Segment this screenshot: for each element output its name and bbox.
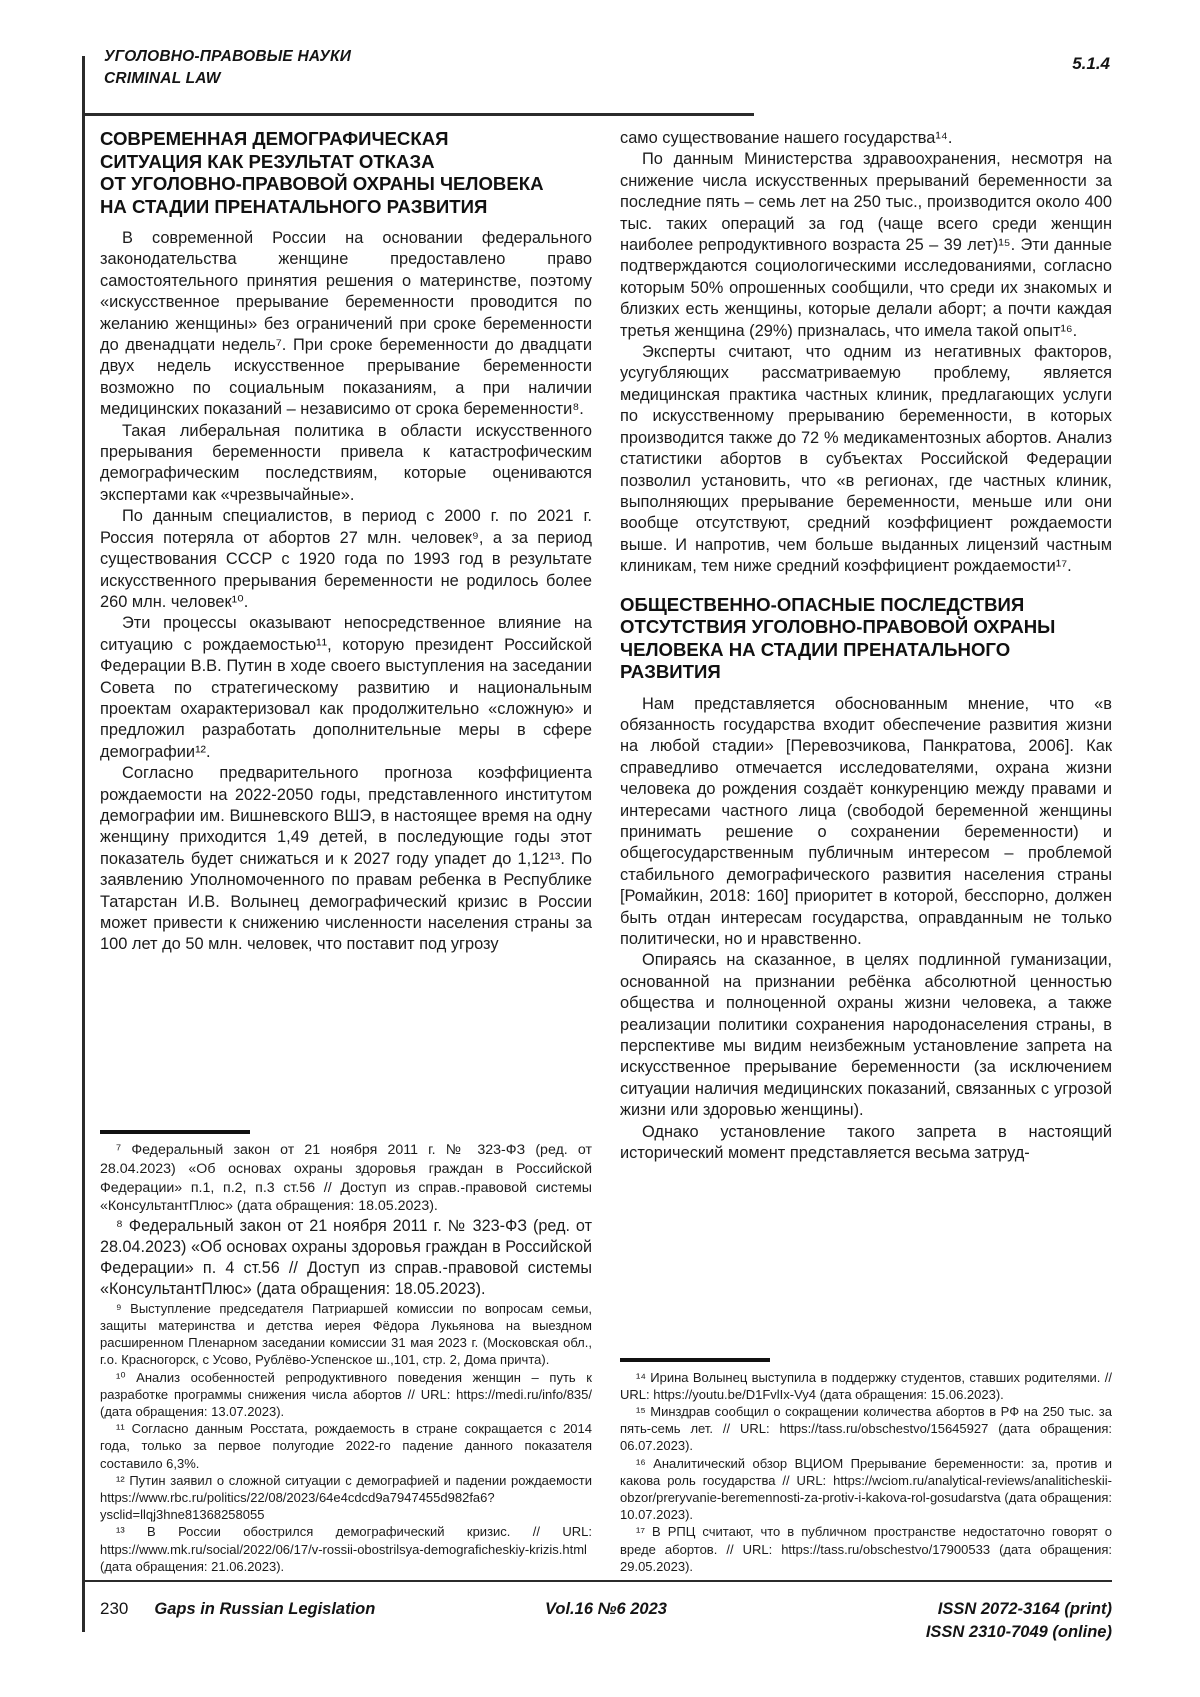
footnote-17: ¹⁷ В РПЦ считают, что в публичном пространстве недостаточно говорят о вреде абортов. // URL: https://tass.ru/obschestvo/17900533 (дата обращения: 29.05.2023). bbox=[620, 1524, 1112, 1574]
footnote-9: ⁹ Выступление председателя Патриаршей комиссии по вопросам семьи, защиты материнства и детства иерея Фёдора Лукьянова на выездном расширенном Пленарном заседании комиссии 31 мая 2023 г. (Московская обл., г.о. Красногорск, с Усово, Рублёво-Успенское ш.,101, стр. 2, Дома причта). bbox=[100, 1300, 592, 1368]
footnote-10: ¹⁰ Анализ особенностей репродуктивного поведения женщин – путь к разработке программы снижения числа абортов // URL: https://medi.ru/info/835/ (дата обращения: 13.07.2023). bbox=[100, 1369, 592, 1419]
footnote-8: ⁸ Федеральный закон от 21 ноября 2011 г. № 323-ФЗ (ред. от 28.04.2023) «Об основах охраны здоровья граждан в Российской Федерации» п. 4 ст.56 // Доступ из справ.-правовой системы «КонсультантПлюс» (дата обращения: 18.05.2023). bbox=[100, 1216, 592, 1298]
footnote-16: ¹⁶ Аналитический обзор ВЦИОМ Прерывание беременности: за, против и какова роль государства // URL: https://wciom.ru/analytical-reviews/analiticheskii-obzor/preryvanie-beremennosti-za-protiv-i-kakova-rol-gosudarstva (дата обращения: 10.07.2023). bbox=[620, 1455, 1112, 1523]
footnote-separator bbox=[100, 1130, 250, 1134]
footnote-14: ¹⁴ Ирина Волынец выступила в поддержку студентов, ставших родителями. // URL: https://youtu.be/D1FvlIx-Vy4 (дата обращения: 15.06.2023). bbox=[620, 1369, 1112, 1402]
two-column-body bbox=[100, 128, 1112, 1575]
article-title: СОВРЕМЕННАЯ ДЕМОГРАФИЧЕСКАЯ СИТУАЦИЯ КАК РЕЗУЛЬТАТ ОТКАЗА ОТ УГОЛОВНО-ПРАВОВОЙ ОХРАНЫ ЧЕЛОВЕКА НА СТАДИИ ПРЕНАТАЛЬНОГО РАЗВИТИЯ bbox=[100, 128, 544, 217]
classification-code: 5.1.4 bbox=[1072, 54, 1110, 73]
right-column bbox=[620, 128, 1112, 1575]
footnote-separator bbox=[620, 1358, 770, 1362]
footnote-7: ⁷ Федеральный закон от 21 ноября 2011 г. № 323-ФЗ (ред. от 28.04.2023) «Об основах охраны здоровья граждан в Российской Федерации» п.1, п.2, п.3 ст.56 // Доступ из справ.-правовой системы «КонсультантПлюс» (дата обращения: 18.05.2023). bbox=[100, 1142, 592, 1215]
footer-right bbox=[775, 1598, 1112, 1644]
paragraph: Такая либеральная политика в области искусственного прерывания беременности привела к катастрофическим демографическим последствиям, которые оцениваются экспертами как «чрезвычайные». bbox=[100, 421, 592, 504]
page-footer bbox=[100, 1598, 1112, 1644]
paragraph: В современной России на основании федерального законодательства женщине предоставлено право самостоятельного принятия решения о материнстве, поэтому «искусственное прерывание беременности проводится по желанию женщины» без ограничений при сроке беременности до двенадцати недель⁷. При сроке беременности до двадцати двух недель искусственное прерывание беременности возможно по социальным показаниям, а при наличии медицинских показаний – независимо от срока беременности⁸. bbox=[100, 229, 592, 419]
left-margin-rule bbox=[82, 56, 85, 1632]
footer-center bbox=[437, 1598, 774, 1621]
left-column bbox=[100, 128, 592, 1575]
footnote-12: ¹² Путин заявил о сложной ситуации с демографией и падении рождаемости https://www.rbc.ru/politics/22/08/2023/64e4cdcd9a7947455d982fa6?ysclid=llqj3hne81368258055 bbox=[100, 1472, 592, 1523]
page-number: 230 bbox=[100, 1599, 129, 1618]
paragraph: Согласно предварительного прогноза коэффициента рождаемости на 2022-2050 годы, представленного институтом демографии им. Вишневского ВШЭ, в настоящее время на одну женщину приходится 1,49 детей, в последующие годы этот показатель будет снижаться и к 2027 году упадет до 1,12¹³. По заявлению Уполномоченного по правам ребенка в Республике Татарстан И.В. Волынец демографический кризис в России может привести к снижению численности населения страны за 100 лет до 50 млн. человек, что поставит под угрозу bbox=[100, 764, 592, 954]
footer-left bbox=[100, 1598, 437, 1621]
header-rule bbox=[82, 113, 754, 116]
footnote-15: ¹⁵ Минздрав сообщил о сокращении количества абортов в РФ на 250 тыс. за пять-семь лет. // URL: https://tass.ru/obschestvo/15645927 (дата обращения: 06.07.2023). bbox=[620, 1403, 1112, 1454]
footer-rule bbox=[82, 1580, 1112, 1582]
paragraph: Эти процессы оказывают непосредственное влияние на ситуацию с рождаемостью¹¹, которую президент Российской Федерации В.В. Путин в ходе своего выступления на заседании Совета по стратегическому развитию и национальным проектам охарактеризовал как продолжительно «сложную» и предложил разработать дополнительные меры в сфере демографии¹². bbox=[100, 614, 592, 761]
footnote-13: ¹³ В России обострился демографический кризис. // URL: https://www.mk.ru/social/2022/06/17/v-rossii-obostrilsya-demograficheskiy-krizis.html (дата обращения: 21.06.2023). bbox=[100, 1524, 592, 1574]
paragraph: Опираясь на сказанное, в целях подлинной гуманизации, основанной на признании ребёнка абсолютной ценностью общества и полноценной охраны жизни человека, а также реализации политики сохранения народонаселения страны, в перспективе мы видим неизбежным установление запрета на искусственное прерывание беременности (за исключением ситуации наличия медицинских показаний, связанных с угрозой жизни или здоровью женщины). bbox=[620, 951, 1112, 1120]
paragraph: По данным Министерства здравоохранения, несмотря на снижение числа искусственных прерываний беременности за последние пять – семь лет на 250 тыс., производится около 400 тыс. таких операций за год (чаще всего среди женщин наиболее репродуктивного возраста 25 – 39 лет)¹⁵. Эти данные подтверждаются социологическими исследованиями, согласно которым 50% опрошенных сообщили, что среди их знакомых и близких есть женщины, которые делали аборт; а почти каждая третья женщина (29%) призналась, что имела такой опыт¹⁶. bbox=[620, 150, 1112, 340]
paragraph: Нам представляется обоснованным мнение, что «в обязанность государства входит обеспечение развития жизни на любой стадии» [Перевозчикова, Панкратова, 2006]. Как справедливо отмечается исследователями, охрана жизни человека до рождения создаёт конкуренцию между правами и интересами частного лица (свободой беременной женщины принимать решение о сохранении беременности) и общегосударственным публичным интересом – проблемой стабильного демографического развития населения страны [Ромайкин, 2018: 160] приоритет в которой, бесспорно, должен быть отдан интересам государства, оправданным не только политически, но и нравственно. bbox=[620, 694, 1112, 948]
issn-print: ISSN 2072-3164 (print) bbox=[937, 1600, 1112, 1618]
footnotes-left bbox=[100, 1124, 592, 1575]
issn-online: ISSN 2310-7049 (online) bbox=[925, 1623, 1112, 1641]
footnotes-right bbox=[620, 1352, 1112, 1575]
paragraph: По данным специалистов, в период с 2000 г. по 2021 г. Россия потеряла от абортов 27 млн. человек⁹, а за период существования СССР с 1920 года по 1993 год в результате искусственного прерывания беременности не родилось более 260 млн. человек¹⁰. bbox=[100, 507, 592, 611]
footnote-11: ¹¹ Согласно данным Росстата, рождаемость в стране сокращается с 2014 года, только за первое полугодие 2022-го падение данного показателя составило 6,3%. bbox=[100, 1421, 592, 1471]
header-rubric: УГОЛОВНО-ПРАВОВЫЕ НАУКИ CRIMINAL LAW bbox=[104, 48, 352, 87]
section-heading: ОБЩЕСТВЕННО-ОПАСНЫЕ ПОСЛЕДСТВИЯ ОТСУТСТВИЯ УГОЛОВНО-ПРАВОВОЙ ОХРАНЫ ЧЕЛОВЕКА НА СТАДИИ ПРЕНАТАЛЬНОГО РАЗВИТИЯ bbox=[620, 593, 1056, 683]
paragraph: Эксперты считают, что одним из негативных факторов, усугубляющих рассматриваемую проблему, является медицинская практика частных клиник, предлагающих услуги по искусственному прерыванию беременности, в которых производится также до 72 % медикаментозных абортов. Анализ статистики абортов в субъектах Российской Федерации позволил установить, что «в регионах, где частных клиник, выполняющих прерывание беременности, меньше или они вообще отсутствуют, средний коэффициент рождаемости выше. И напротив, чем больше выданных лицензий частным клиникам, тем ниже средний коэффициент рождаемости¹⁷. bbox=[620, 343, 1112, 576]
volume-info: Vol.16 №6 2023 bbox=[545, 1600, 667, 1618]
journal-name: Gaps in Russian Legislation bbox=[154, 1600, 376, 1618]
paragraph: Однако установление такого запрета в настоящий исторический момент представляется весьма затруд- bbox=[620, 1122, 1112, 1163]
paragraph-continuation: само существование нашего государства¹⁴. bbox=[620, 129, 953, 147]
